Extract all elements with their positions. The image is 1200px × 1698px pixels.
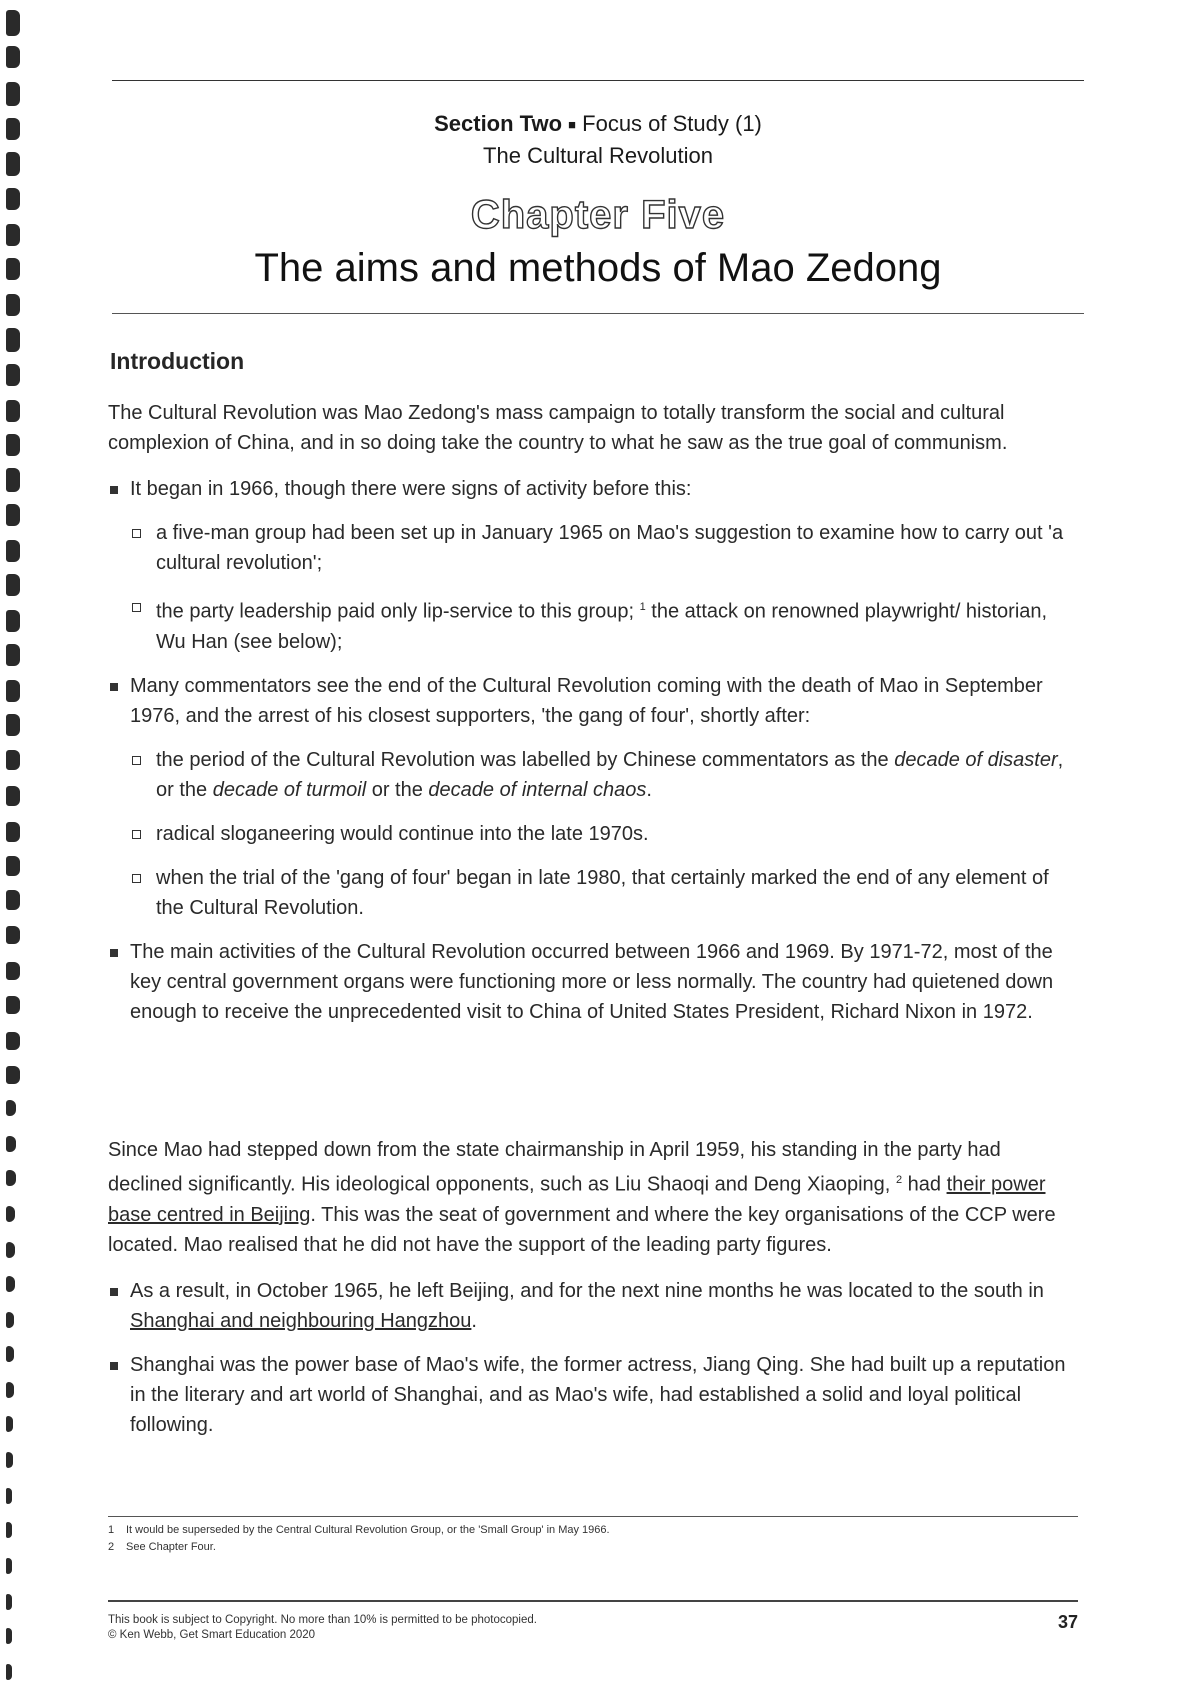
- text: As a result, in October 1965, he left Beijing, and for the next nine months he was located to the south in: [130, 1279, 1044, 1302]
- text: the attack on renowned playwright/ historian, Wu Han (see below);: [156, 600, 1048, 653]
- footnote-rule: [108, 1516, 1078, 1517]
- text: had: [907, 1173, 941, 1196]
- copyright-notice: This book is subject to Copyright. No more than 10% is permitted to be photocopied.: [108, 1614, 537, 1626]
- section-separator: ■: [568, 117, 577, 132]
- footnote-1: [108, 1522, 610, 1539]
- text: .: [646, 778, 652, 801]
- bullet-left-beijing: [108, 1276, 1078, 1336]
- footnote-number: 1: [108, 1524, 115, 1536]
- sub-bullet-decade-labels: [108, 745, 1078, 805]
- italic-text: decade of disaster: [894, 748, 1058, 771]
- mao-standing-paragraph: [108, 1135, 1078, 1260]
- binding-marks: [0, 0, 30, 1698]
- italic-text: decade of internal chaos: [428, 778, 647, 801]
- intro-heading: Introduction: [110, 348, 245, 374]
- page-footer: [108, 1613, 1078, 1643]
- section-label: Section Two: [434, 111, 563, 136]
- page-number: 37: [1057, 1612, 1078, 1632]
- text: , or the: [156, 748, 1064, 801]
- title-rule: [112, 313, 1084, 314]
- footnotes: [108, 1522, 610, 1556]
- bullet-main-activities: The main activities of the Cultural Revolution occurred between 1966 and 1969. By 1971-72, most of the key central government organs were functioning more or less normally. The country had quietened down enough to receive the unprecedented visit to China of United States President, Richard Nixon in 1972.: [108, 937, 1078, 1027]
- footnote-ref-1: 1: [639, 601, 646, 613]
- chapter-label: Chapter Five: [470, 193, 726, 237]
- chapter-title: The aims and methods of Mao Zedong: [254, 246, 942, 290]
- sub-bullet-five-man-group: a five-man group had been set up in January 1965 on Mao's suggestion to examine how to carry out 'a cultural revolution';: [108, 518, 1078, 578]
- italic-text: decade of turmoil: [212, 778, 367, 801]
- sub-bullet-trial: when the trial of the 'gang of four' began in late 1980, that certainly marked the end of any element of the Cultural Revolution.: [108, 863, 1078, 923]
- section-rest: Focus of Study (1): [582, 111, 762, 136]
- footnote-text: See Chapter Four.: [126, 1541, 216, 1553]
- text: . This was the seat of government and where the key organisations of the CCP were located. Mao realised that he did not have the support of the leading party figures.: [108, 1203, 1056, 1256]
- text: .: [471, 1309, 477, 1332]
- text: or the: [371, 778, 423, 801]
- text: Since Mao had stepped down from the state chairmanship in April 1959, his standing in the party had declined significantly. His ideological opponents, such as Liu Shaoqi and Deng Xiaoping,: [108, 1139, 1001, 1196]
- bullet-began-1966: It began in 1966, though there were signs of activity before this:: [108, 474, 1078, 504]
- sub-bullet-sloganeering: radical sloganeering would continue into the late 1970s.: [108, 819, 1078, 849]
- text: the period of the Cultural Revolution was labelled by Chinese commentators as the: [156, 748, 889, 771]
- body-section-2: [108, 1135, 1078, 1440]
- intro-section: [108, 398, 1078, 1027]
- intro-paragraph: The Cultural Revolution was Mao Zedong's mass campaign to totally transform the social and cultural complexion of China, and in so doing take the country to what he saw as the true goal of communism.: [108, 402, 1008, 454]
- footnote-text: It would be superseded by the Central Cultural Revolution Group, or the 'Small Group' in May 1966.: [126, 1524, 610, 1536]
- author-credit: © Ken Webb, Get Smart Education 2020: [108, 1629, 316, 1641]
- sub-bullet-lip-service: [108, 592, 1078, 657]
- underlined-text: Shanghai and neighbouring Hangzhou: [130, 1309, 472, 1332]
- bullet-end-of-revolution: Many commentators see the end of the Cultural Revolution coming with the death of Mao in September 1976, and the arrest of his closest supporters, 'the gang of four', shortly after:: [108, 671, 1078, 731]
- text: the party leadership paid only lip-service to this group;: [156, 600, 635, 623]
- footer-rule: [108, 1600, 1078, 1602]
- section-subtitle: The Cultural Revolution: [483, 143, 713, 168]
- footnote-2: [108, 1539, 610, 1556]
- top-rule: [112, 80, 1084, 81]
- underlined-text: their power base centred in Beijing: [108, 1173, 1046, 1226]
- section-heading: [112, 108, 1084, 171]
- footnote-number: 2: [108, 1541, 115, 1553]
- bullet-shanghai-power-base: Shanghai was the power base of Mao's wife, the former actress, Jiang Qing. She had built up a reputation in the literary and art world of Shanghai, and as Mao's wife, had established a solid and loyal political following.: [108, 1350, 1078, 1440]
- footnote-ref-2: 2: [895, 1174, 903, 1186]
